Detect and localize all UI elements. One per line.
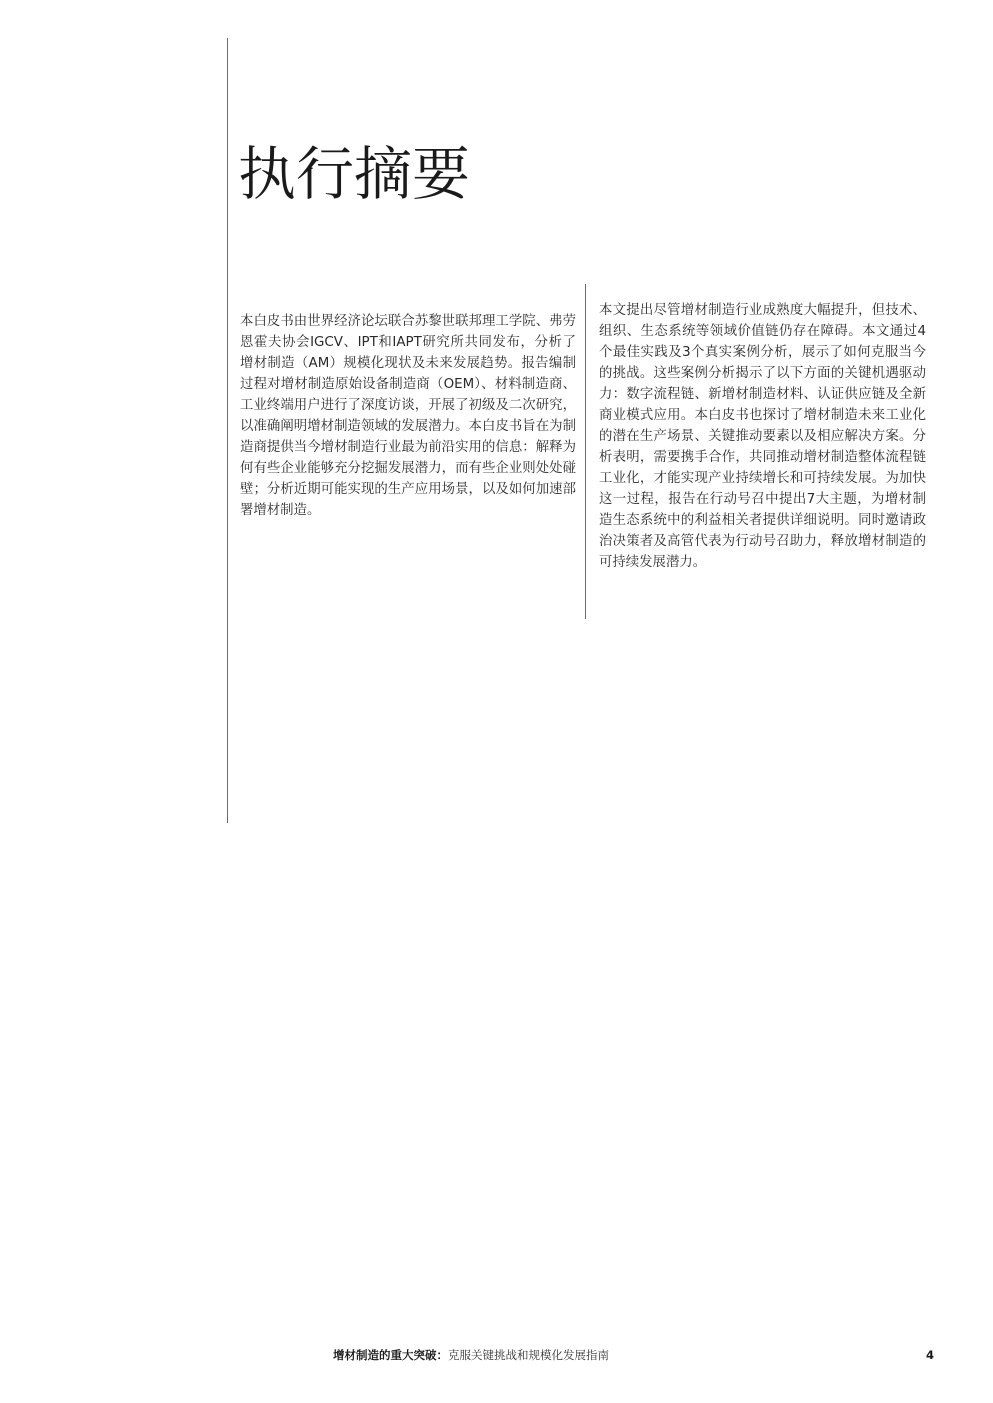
left-vertical-rule xyxy=(227,38,228,823)
summary-paragraph-right: 本文提出尽管增材制造行业成熟度大幅提升，但技术、组织、生态系统等领域价值链仍存在障碍。本文通过4个最佳实践及3个真实案例分析，展示了如何克服当今的挑战。这些案例分析揭示了以下方面的关键机遇驱动力：数字流程链、新增材制造材料、认证供应链及全新商业模式应用。本白皮书也探讨了增材制造未来工业化的潜在生产场景、关键推动要素以及相应解决方案。分析表明，需要携手合作，共同推动增材制造整体流程链工业化，才能实现产业持续增长和可持续发展。为加快这一过程，报告在行动号召中提出7大主题，为增材制造生态系统中的利益相关者提供详细说明。同时邀请政治决策者及高管代表为行动号召助力，释放增材制造的可持续发展潜力。 xyxy=(599,303,926,570)
page-title: 执行摘要 xyxy=(238,140,471,208)
page-number: 4 xyxy=(926,1348,935,1362)
footer-title-subtitle: 克服关键挑战和规模化发展指南 xyxy=(448,1348,609,1362)
footer-report-title xyxy=(333,1346,609,1364)
summary-paragraph-left: 本白皮书由世界经济论坛联合苏黎世联邦理工学院、弗劳恩霍夫协会IGCV、IPT和IAPT研究所共同发布，分析了增材制造（AM）规模化现状及未来发展趋势。报告编制过程对增材制造原始设备制造商（OEM）、材料制造商、工业终端用户进行了深度访谈，开展了初级及二次研究，以准确阐明增材制造领域的发展潜力。本白皮书旨在为制造商提供当今增材制造行业最为前沿实用的信息：解释为何有些企业能够充分挖掘发展潜力，而有些企业则处处碰壁；分析近期可能实现的生产应用场景，以及如何加速部署增材制造。 xyxy=(240,314,576,518)
column-divider-rule xyxy=(585,284,586,619)
footer-title-bold: 增材制造的重大突破： xyxy=(333,1348,448,1362)
